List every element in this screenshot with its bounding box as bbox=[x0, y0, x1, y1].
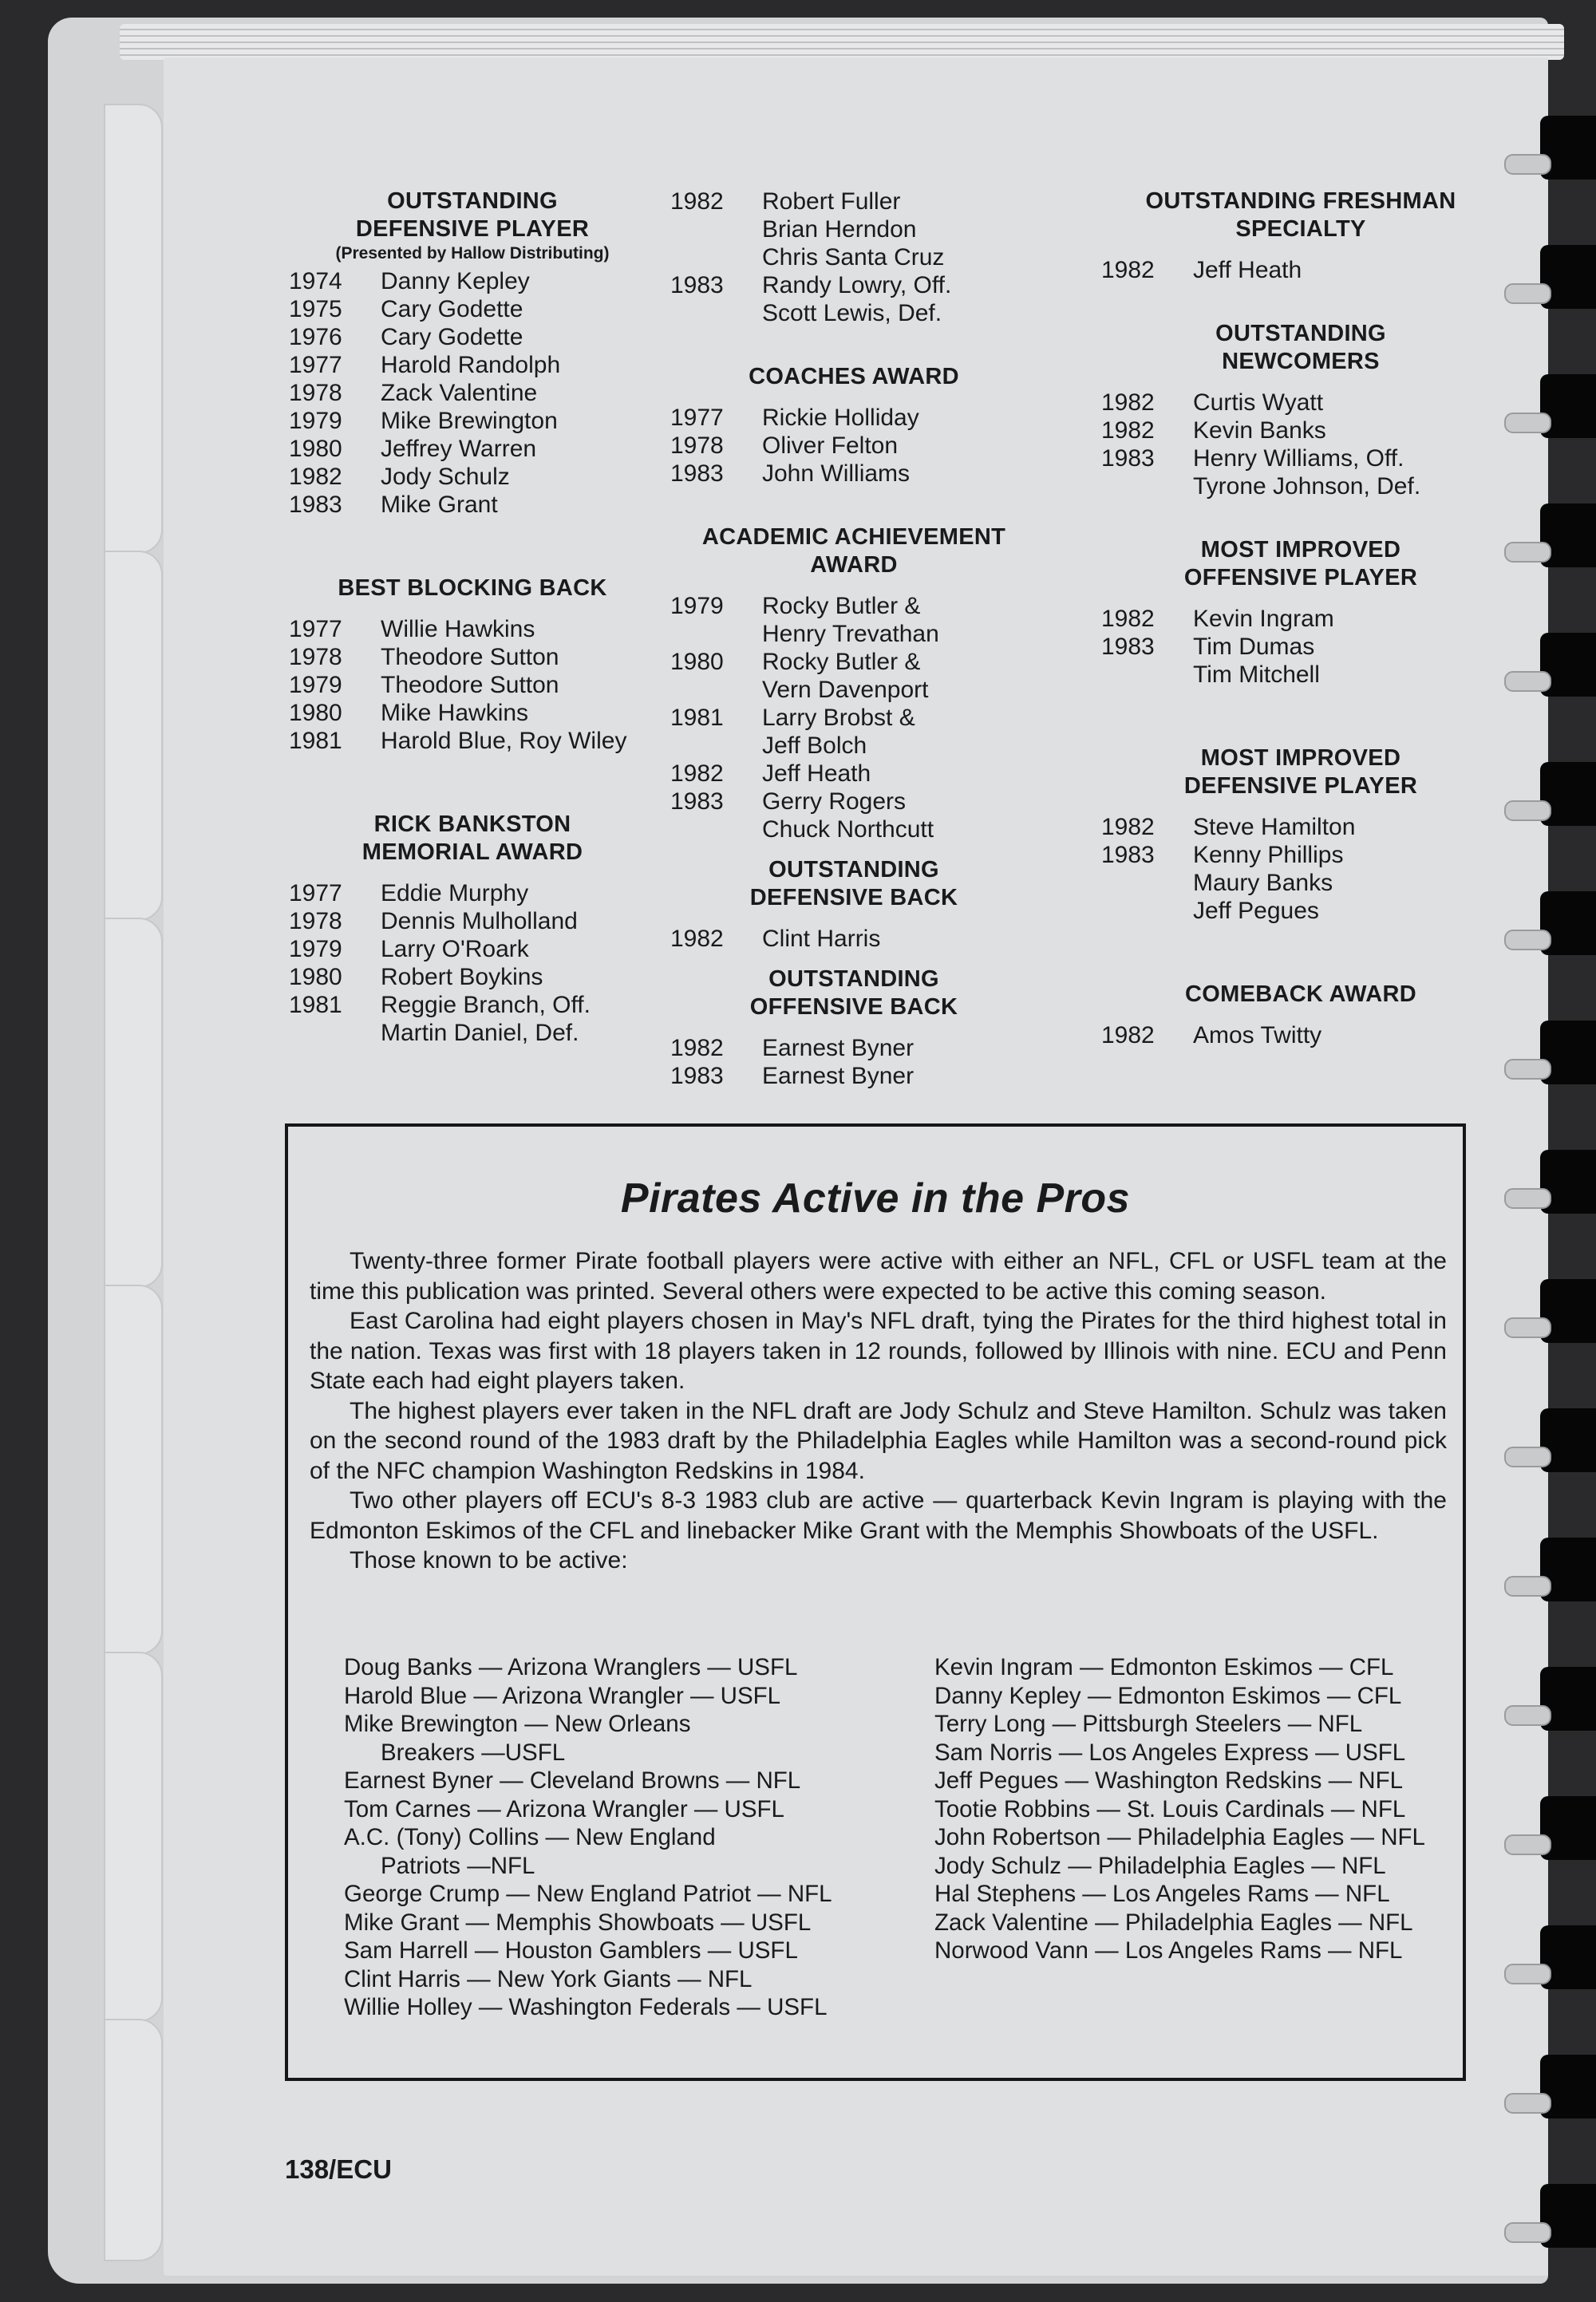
award-entry bbox=[670, 704, 1037, 732]
player-line: Sam Norris — Los Angeles Express — USFL bbox=[934, 1739, 1406, 1766]
award-year: 1978 bbox=[289, 908, 342, 934]
award-recipient: Jeff Bolch bbox=[762, 732, 867, 759]
section-title-line: MOST IMPROVED bbox=[1200, 537, 1401, 563]
award-year: 1981 bbox=[670, 705, 724, 731]
award-year: 1983 bbox=[670, 1063, 724, 1089]
section-title-line: NEWCOMERS bbox=[1222, 349, 1380, 374]
award-recipient: Jeff Pegues bbox=[1193, 898, 1319, 924]
active-players-list-left bbox=[344, 1653, 918, 2022]
award-year: 1979 bbox=[289, 936, 342, 962]
binding-coil bbox=[1504, 245, 1596, 309]
award-year: 1978 bbox=[289, 644, 342, 670]
award-entry bbox=[670, 732, 1037, 760]
award-year: 1982 bbox=[289, 464, 342, 490]
award-year: 1975 bbox=[289, 296, 342, 322]
pros-box bbox=[285, 1123, 1466, 2081]
section-title bbox=[289, 188, 656, 243]
award-entries bbox=[289, 615, 656, 755]
section-title-line: OFFENSIVE PLAYER bbox=[1183, 565, 1418, 590]
award-entry bbox=[1101, 841, 1500, 869]
award-recipient: Tim Mitchell bbox=[1193, 661, 1320, 688]
award-year: 1974 bbox=[289, 268, 342, 294]
award-year: 1977 bbox=[289, 616, 342, 642]
award-entry bbox=[1101, 605, 1500, 633]
page-number: 138/ECU bbox=[285, 2154, 392, 2184]
award-recipient: Randy Lowry, Off. bbox=[762, 272, 952, 298]
award-year: 1982 bbox=[670, 1035, 724, 1061]
player-line: Jody Schulz — Philadelphia Eagles — NFL bbox=[934, 1852, 1386, 1879]
section-title bbox=[1101, 188, 1500, 243]
award-entries bbox=[1101, 813, 1500, 925]
award-entry bbox=[1101, 256, 1500, 284]
sponsor-note: (Presented by Hallow Distributing) bbox=[335, 244, 610, 263]
active-players-list-right bbox=[934, 1653, 1461, 1965]
section-title-line: SPECIALTY bbox=[1235, 216, 1366, 242]
award-entries bbox=[670, 925, 1037, 953]
award-year: 1978 bbox=[289, 380, 342, 406]
player-line: Doug Banks — Arizona Wranglers — USFL bbox=[344, 1654, 798, 1680]
award-recipient: Kevin Ingram bbox=[1193, 606, 1334, 632]
binding-coil bbox=[1504, 2184, 1596, 2248]
award-entry bbox=[1101, 444, 1500, 472]
section-title bbox=[289, 811, 656, 867]
binding-coil bbox=[1504, 633, 1596, 697]
player-line: A.C. (Tony) Collins — New England bbox=[344, 1824, 716, 1850]
award-recipient: Tim Dumas bbox=[1193, 634, 1315, 660]
award-recipient: Reggie Branch, Off. bbox=[381, 992, 591, 1018]
award-entry bbox=[1101, 897, 1500, 925]
section-title-line: COACHES AWARD bbox=[749, 364, 959, 389]
awards-column-3 bbox=[1101, 188, 1500, 1049]
award-year: 1977 bbox=[670, 405, 724, 431]
award-entry bbox=[1101, 813, 1500, 841]
award-entry bbox=[289, 463, 656, 491]
award-recipient: Rickie Holliday bbox=[762, 405, 919, 431]
award-year: 1983 bbox=[1101, 634, 1155, 660]
player-line: Earnest Byner — Cleveland Browns — NFL bbox=[344, 1767, 801, 1794]
award-year: 1978 bbox=[670, 432, 724, 459]
section-title-line: OUTSTANDING FRESHMAN bbox=[1145, 188, 1456, 214]
award-year: 1977 bbox=[289, 880, 342, 906]
award-entry bbox=[670, 925, 1037, 953]
award-recipient: Earnest Byner bbox=[762, 1063, 915, 1089]
award-entry bbox=[289, 879, 656, 907]
player-line: Sam Harrell — Houston Gamblers — USFL bbox=[344, 1937, 798, 1964]
award-year: 1983 bbox=[1101, 842, 1155, 868]
binding-coil bbox=[1504, 374, 1596, 438]
binding-coil bbox=[1504, 1021, 1596, 1084]
award-recipient: Martin Daniel, Def. bbox=[381, 1020, 579, 1046]
award-entry bbox=[289, 671, 656, 699]
pros-paragraph: The highest players ever taken in the NFL draft are Jody Schulz and Steve Hamilton. Schulz was taken on the second round of the 1983 draft by the Philadelphia Eagles while Hamilton was a second-round pick of the NFC champion Washington Redskins in 1984. bbox=[310, 1397, 1447, 1484]
award-recipient: Amos Twitty bbox=[1193, 1022, 1322, 1048]
award-year bbox=[1101, 472, 1193, 500]
player-line-continued: Patriots —NFL bbox=[381, 1852, 535, 1879]
award-recipient: Larry O'Roark bbox=[381, 936, 529, 962]
award-entry bbox=[670, 760, 1037, 788]
section-title-line: OFFENSIVE BACK bbox=[749, 994, 958, 1020]
award-recipient: Zack Valentine bbox=[381, 380, 538, 406]
award-recipient: Harold Randolph bbox=[381, 352, 561, 378]
award-entries bbox=[670, 1034, 1037, 1090]
award-year bbox=[1101, 661, 1193, 689]
section-title-line: OUTSTANDING bbox=[768, 857, 939, 882]
award-recipient: Chuck Northcutt bbox=[762, 816, 934, 843]
award-entry bbox=[670, 648, 1037, 676]
award-recipient: Chris Santa Cruz bbox=[762, 244, 945, 270]
award-year bbox=[670, 815, 762, 843]
award-entries bbox=[670, 188, 1037, 327]
award-recipient: Robert Boykins bbox=[381, 964, 543, 990]
player-line: Jeff Pegues — Washington Redskins — NFL bbox=[934, 1767, 1403, 1794]
pros-paragraph: Twenty-three former Pirate football players were active with either an NFL, CFL or USFL team at the time this publication was printed. Several others were expected to be active this coming season. bbox=[310, 1248, 1447, 1305]
section-title bbox=[1101, 320, 1500, 376]
award-recipient: Rocky Butler & bbox=[762, 593, 921, 619]
player-line: Kevin Ingram — Edmonton Eskimos — CFL bbox=[934, 1654, 1394, 1680]
award-recipient: Kevin Banks bbox=[1193, 417, 1326, 444]
award-recipient: Mike Hawkins bbox=[381, 700, 529, 726]
award-year: 1979 bbox=[289, 672, 342, 698]
award-recipient: Jeffrey Warren bbox=[381, 436, 537, 462]
award-recipient: Clint Harris bbox=[762, 926, 881, 952]
player-line: Willie Holley — Washington Federals — USFL bbox=[344, 1994, 828, 2020]
award-year: 1983 bbox=[289, 492, 342, 518]
section-title bbox=[670, 965, 1037, 1021]
divider-tab bbox=[104, 104, 163, 554]
award-recipient: Kenny Phillips bbox=[1193, 842, 1344, 868]
award-recipient: Henry Williams, Off. bbox=[1193, 445, 1404, 472]
pros-paragraph: Those known to be active: bbox=[350, 1547, 628, 1573]
award-entry bbox=[1101, 1021, 1500, 1049]
award-entry bbox=[670, 404, 1037, 432]
award-recipient: Dennis Mulholland bbox=[381, 908, 578, 934]
section-title bbox=[1101, 536, 1500, 592]
award-entry bbox=[1101, 661, 1500, 689]
award-recipient: Scott Lewis, Def. bbox=[762, 300, 942, 326]
award-recipient: Tyrone Johnson, Def. bbox=[1193, 473, 1421, 499]
player-line-continued: Breakers —USFL bbox=[381, 1739, 566, 1766]
section-title-line: COMEBACK AWARD bbox=[1185, 981, 1416, 1007]
award-entries bbox=[1101, 256, 1500, 284]
section-title-line: DEFENSIVE BACK bbox=[749, 885, 958, 910]
award-recipient: Robert Fuller bbox=[762, 188, 901, 215]
player-line: Tootie Robbins — St. Louis Cardinals — NFL bbox=[934, 1795, 1406, 1822]
award-recipient: Curtis Wyatt bbox=[1193, 389, 1324, 416]
award-recipient: Harold Blue, Roy Wiley bbox=[381, 728, 627, 754]
award-recipient: Vern Davenport bbox=[762, 677, 929, 703]
award-entry bbox=[289, 907, 656, 935]
award-year bbox=[670, 676, 762, 704]
divider-tab bbox=[104, 1285, 163, 1655]
award-year: 1983 bbox=[670, 272, 724, 298]
award-year bbox=[1101, 897, 1193, 925]
award-entries bbox=[1101, 389, 1500, 500]
section-title bbox=[670, 523, 1037, 579]
player-line: Mike Grant — Memphis Showboats — USFL bbox=[344, 1909, 812, 1936]
section-title bbox=[1101, 744, 1500, 800]
award-year: 1979 bbox=[670, 593, 724, 619]
award-entries bbox=[289, 879, 656, 1047]
section-title bbox=[1101, 981, 1500, 1009]
award-entry bbox=[289, 267, 656, 295]
binding-coil bbox=[1504, 1925, 1596, 1989]
binding-coil bbox=[1504, 762, 1596, 826]
award-recipient: Rocky Butler & bbox=[762, 649, 921, 675]
award-recipient: Danny Kepley bbox=[381, 268, 530, 294]
award-recipient: Theodore Sutton bbox=[381, 644, 559, 670]
pros-title: Pirates Active in the Pros bbox=[620, 1175, 1131, 1222]
award-year: 1982 bbox=[670, 188, 724, 215]
award-year: 1981 bbox=[289, 992, 342, 1018]
award-recipient: Cary Godette bbox=[381, 296, 523, 322]
award-entry bbox=[289, 699, 656, 727]
award-entry bbox=[289, 727, 656, 755]
section-title bbox=[670, 363, 1037, 391]
binding-coil bbox=[1504, 891, 1596, 955]
divider-tab bbox=[104, 1652, 163, 2022]
award-year: 1982 bbox=[1101, 417, 1155, 444]
award-entry bbox=[289, 963, 656, 991]
award-year: 1981 bbox=[289, 728, 342, 754]
award-recipient: Jody Schulz bbox=[381, 464, 510, 490]
award-entry bbox=[289, 295, 656, 323]
section-title bbox=[289, 575, 656, 602]
binding-coil bbox=[1504, 1279, 1596, 1343]
binding-coil bbox=[1504, 503, 1596, 567]
award-recipient: Theodore Sutton bbox=[381, 672, 559, 698]
award-year bbox=[670, 732, 762, 760]
award-year: 1982 bbox=[1101, 389, 1155, 416]
binding-coil bbox=[1504, 1796, 1596, 1860]
award-recipient: Eddie Murphy bbox=[381, 880, 529, 906]
player-line: Hal Stephens — Los Angeles Rams — NFL bbox=[934, 1881, 1390, 1907]
award-entry bbox=[670, 188, 1037, 215]
section-title-line: OUTSTANDING bbox=[387, 188, 558, 214]
award-entry bbox=[289, 323, 656, 351]
section-title bbox=[670, 856, 1037, 912]
section-title-line: DEFENSIVE PLAYER bbox=[355, 216, 590, 242]
player-line: Danny Kepley — Edmonton Eskimos — CFL bbox=[934, 1682, 1402, 1709]
divider-tab bbox=[104, 918, 163, 1288]
player-line: Harold Blue — Arizona Wrangler — USFL bbox=[344, 1682, 781, 1709]
binding-coil bbox=[1504, 1667, 1596, 1731]
award-recipient: Earnest Byner bbox=[762, 1035, 915, 1061]
section-title-line: ACADEMIC ACHIEVEMENT bbox=[701, 524, 1006, 550]
award-entry bbox=[670, 1034, 1037, 1062]
award-year: 1980 bbox=[289, 700, 342, 726]
section-title-line: MOST IMPROVED bbox=[1200, 745, 1401, 771]
award-year: 1983 bbox=[670, 460, 724, 487]
pros-paragraph: Two other players off ECU's 8-3 1983 club are active — quarterback Kevin Ingram is playing with the Edmonton Eskimos of the CFL and linebacker Mike Grant with the Memphis Showboats of the USFL. bbox=[310, 1487, 1447, 1544]
award-entries bbox=[1101, 1021, 1500, 1049]
award-recipient: Jeff Heath bbox=[762, 760, 871, 787]
pros-body bbox=[310, 1246, 1447, 1576]
award-entry bbox=[670, 1062, 1037, 1090]
award-year: 1982 bbox=[670, 760, 724, 787]
award-recipient: Henry Trevathan bbox=[762, 621, 939, 647]
award-recipient: Larry Brobst & bbox=[762, 705, 915, 731]
award-recipient: Mike Brewington bbox=[381, 408, 558, 434]
award-entry bbox=[289, 1019, 656, 1047]
award-year: 1977 bbox=[289, 352, 342, 378]
award-entry bbox=[289, 435, 656, 463]
award-entries bbox=[670, 404, 1037, 488]
award-recipient: Cary Godette bbox=[381, 324, 523, 350]
award-year: 1976 bbox=[289, 324, 342, 350]
award-entry bbox=[670, 788, 1037, 815]
award-recipient: Gerry Rogers bbox=[762, 788, 907, 815]
award-recipient: Willie Hawkins bbox=[381, 616, 535, 642]
award-entry bbox=[289, 615, 656, 643]
award-year: 1982 bbox=[1101, 606, 1155, 632]
award-entry bbox=[1101, 417, 1500, 444]
binding-coil bbox=[1504, 1150, 1596, 1214]
award-year: 1983 bbox=[670, 788, 724, 815]
award-recipient: Mike Grant bbox=[381, 492, 498, 518]
player-line: Tom Carnes — Arizona Wrangler — USFL bbox=[344, 1795, 784, 1822]
award-entry bbox=[289, 407, 656, 435]
page-stack-top bbox=[120, 24, 1564, 60]
section-title-line: OUTSTANDING bbox=[768, 966, 939, 992]
award-entry bbox=[670, 215, 1037, 243]
award-entry bbox=[1101, 472, 1500, 500]
player-line: John Robertson — Philadelphia Eagles — NFL bbox=[934, 1824, 1425, 1850]
player-line: Zack Valentine — Philadelphia Eagles — NFL bbox=[934, 1909, 1413, 1936]
award-entry bbox=[1101, 389, 1500, 417]
divider-tab bbox=[104, 551, 163, 921]
award-entry bbox=[670, 460, 1037, 488]
award-entry bbox=[670, 432, 1037, 460]
player-line: Terry Long — Pittsburgh Steelers — NFL bbox=[934, 1711, 1363, 1737]
award-year bbox=[1101, 869, 1193, 897]
award-entry bbox=[670, 243, 1037, 271]
section-title-line: AWARD bbox=[810, 552, 898, 578]
award-entry bbox=[289, 991, 656, 1019]
divider-tab bbox=[104, 2019, 163, 2261]
award-recipient: John Williams bbox=[762, 460, 911, 487]
section-title-line: BEST BLOCKING BACK bbox=[338, 575, 607, 601]
player-line: Mike Brewington — New Orleans bbox=[344, 1711, 691, 1737]
award-entries bbox=[289, 267, 656, 519]
award-recipient: Maury Banks bbox=[1193, 870, 1333, 896]
award-entry bbox=[289, 351, 656, 379]
award-entry bbox=[670, 620, 1037, 648]
binding-coil bbox=[1504, 116, 1596, 180]
award-year bbox=[670, 215, 762, 243]
award-year: 1980 bbox=[670, 649, 724, 675]
award-entry bbox=[670, 815, 1037, 843]
award-year bbox=[289, 1019, 381, 1047]
award-year: 1982 bbox=[1101, 257, 1155, 283]
award-entry bbox=[670, 676, 1037, 704]
player-line: Clint Harris — New York Giants — NFL bbox=[344, 1965, 753, 1992]
award-entry bbox=[289, 379, 656, 407]
award-year: 1980 bbox=[289, 436, 342, 462]
pros-paragraph: East Carolina had eight players chosen in May's NFL draft, tying the Pirates for the third highest total in the nation. Texas was first with 18 players taken in 12 rounds, followed by Illinois with nine. ECU and Penn State each had eight players taken. bbox=[310, 1308, 1447, 1394]
award-entry bbox=[670, 299, 1037, 327]
award-year: 1980 bbox=[289, 964, 342, 990]
award-entry bbox=[1101, 869, 1500, 897]
award-year: 1982 bbox=[670, 926, 724, 952]
binding-coil bbox=[1504, 1538, 1596, 1601]
award-year: 1983 bbox=[1101, 445, 1155, 472]
award-recipient: Brian Herndon bbox=[762, 216, 917, 243]
award-year: 1982 bbox=[1101, 1022, 1155, 1048]
award-entry bbox=[289, 643, 656, 671]
section-title-line: RICK BANKSTON bbox=[373, 811, 571, 837]
awards-column-2 bbox=[670, 188, 1037, 1090]
award-year: 1979 bbox=[289, 408, 342, 434]
award-recipient: Jeff Heath bbox=[1193, 257, 1302, 283]
binding-coil bbox=[1504, 2055, 1596, 2118]
award-entry bbox=[289, 935, 656, 963]
award-year bbox=[670, 243, 762, 271]
award-recipient: Steve Hamilton bbox=[1193, 814, 1356, 840]
player-line: George Crump — New England Patriot — NFL bbox=[344, 1881, 832, 1907]
player-line: Norwood Vann — Los Angeles Rams — NFL bbox=[934, 1937, 1403, 1964]
award-year bbox=[670, 299, 762, 327]
award-entries bbox=[1101, 605, 1500, 689]
section-title-line: OUTSTANDING bbox=[1215, 321, 1386, 346]
section-title-line: DEFENSIVE PLAYER bbox=[1183, 773, 1418, 799]
award-year bbox=[670, 620, 762, 648]
award-year: 1982 bbox=[1101, 814, 1155, 840]
award-entry bbox=[1101, 633, 1500, 661]
section-title-line: MEMORIAL AWARD bbox=[361, 839, 583, 865]
award-entry bbox=[289, 491, 656, 519]
award-entry bbox=[670, 592, 1037, 620]
awards-column-1 bbox=[289, 188, 656, 1047]
award-entries bbox=[670, 592, 1037, 843]
award-entry bbox=[670, 271, 1037, 299]
binding-coil bbox=[1504, 1408, 1596, 1472]
award-recipient: Oliver Felton bbox=[762, 432, 899, 459]
